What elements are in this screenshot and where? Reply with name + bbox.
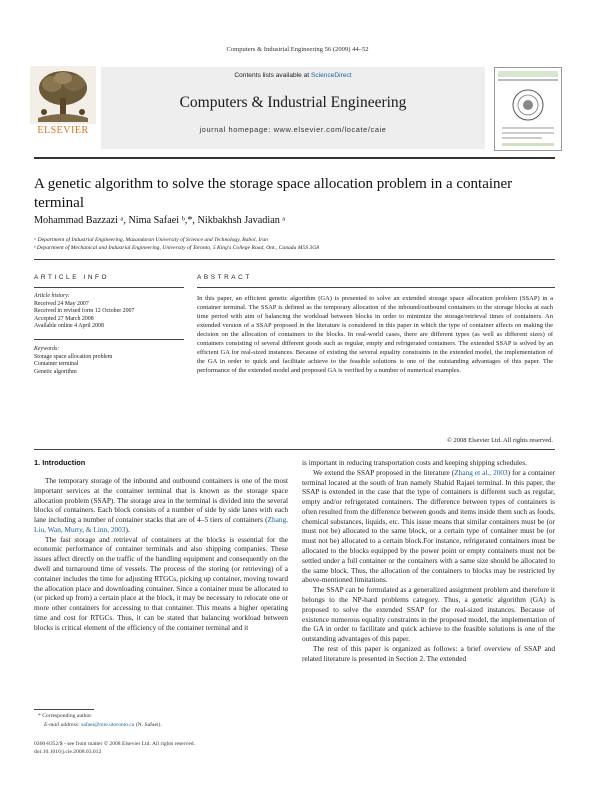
corresponding-author-note: * Corresponding author. [38,713,93,719]
citation-zhang-et-al[interactable]: Zhang et al., 2003 [454,467,508,477]
history-online: Available online 4 April 2008 [34,323,104,330]
affiliation-a: ᵃ Department of Industrial Engineering, Mazandaran University of Science and Technology, Babol, Iran [34,237,268,243]
affiliation-rule [34,259,555,260]
email-line [44,722,162,728]
right-column [302,458,555,663]
header-rule [34,157,555,159]
abstract-rule [197,287,555,288]
footnote-rule [34,709,94,710]
intro-p1-text-b: ). [125,524,130,534]
journal-title: Computers & Industrial Engineering [179,94,407,111]
article-history [34,293,184,331]
intro-paragraph-2-cont: is important in reducing transportation costs and keeping shipping schedules. [302,458,527,467]
email-link[interactable]: safaei@mie.utoronto.ca [81,722,135,728]
intro-paragraph-3 [302,468,555,585]
journal-cover-icon [494,67,562,151]
abstract-heading: ABSTRACT [197,274,252,281]
intro-paragraph-5: The rest of this paper is organized as follows: a brief overview of SSAP and related literature is presented in Section 2. The extended [302,643,555,663]
keyword-item: Genetic algorithm [34,368,77,375]
intro-p3-text-b: ) for a container terminal located at the south of Iran namely Shahid Rajaei terminal. In this paper, the SSAP is extended in the case that the type of containers is different such as regular, empty and/or refrigerated containers. The difference between types of containers is often resulted from the difference between goods and items inside them such as foods, chemical substances, liquids, etc. This issue means that similar containers must be (or must not be) allocated to the same block, or a certain type of container must be (or must not be) allocated to a certain block.For instance, refrigerated containers must be allocated to the blocks equipped by the power point or empty containers must not be settled under a full container or the containers with a same size should be allocated to the same block. Thus, the allocation of the containers to blocks may be restricted by above-mentioned limitations. [302,467,556,585]
history-label: Article history: [34,293,70,299]
email-label: E-mail address: [44,722,82,728]
affiliation-b: ᵇ Department of Mechanical and Industrial Engineering, University of Toronto, 5 King's College Road, Ont., Canada M5S 3G8 [34,245,320,251]
abstract-bottom-rule [34,449,555,450]
keywords-rule [34,339,184,340]
running-head: Computers & Industrial Engineering 56 (2009) 44–52 [226,46,369,53]
keyword-item: Storage space allocation problem [34,353,113,360]
contents-availability [101,72,485,79]
article-info-heading: ARTICLE INFO [34,274,110,281]
left-column [34,476,288,633]
keyword-item: Container terminal [34,361,79,368]
keywords-label: Keywords: [34,346,60,352]
citation-zhang-2003[interactable]: Zhang, Liu, Wan, Murty, & Linn, 2003 [34,515,288,534]
email-suffix: (N. Safaei). [134,722,162,728]
intro-heading: 1. Introduction [34,458,86,467]
abstract-copyright: © 2008 Elsevier Ltd. All rights reserved. [446,437,553,444]
article-title: A genetic algorithm to solve the storage space allocation problem in a container terminal [34,176,513,211]
history-revised: Received in revised form 12 October 2007 [34,308,135,315]
author-list: Mohammad Bazzazi ᵃ, Nima Safaei ᵇ,*, Nikbakhsh Javadian ᵃ [34,215,286,226]
journal-homepage[interactable]: journal homepage: www.elsevier.com/locate/caie [199,125,387,134]
abstract-text: In this paper, an efficient genetic algorithm (GA) is presented to solve an extended storage space allocation problem (SSAP) in a container terminal. The SSAP is defined as the temporary allocation of the inbound/outbound containers to the storage blocks at each time period with aim of balancing the workload between blocks in order to minimize the storage/retrieval times of containers. An extended version of a SSAP proposed in the literature is considered in this paper in which the type of container affects on making the decision on the allocation of containers to the blocks. In real-world cases, there are different types (as well as different sizes) of containers consisting of several different goods such as regular, empty and refrigerated containers. The extended SSAP is solved by an efficient GA for real-sized instances. Because of existing the several equality constraints in the extended model, the implementation of the GA in order to quick and facilitate achieve to the feasible solutions is one of the outstanding advantages of this paper. The performance of the extended model and proposed GA is verified by a number of numerical examples. [197,295,553,374]
doi-line[interactable]: doi:10.1016/j.cie.2008.03.012 [34,749,102,755]
intro-paragraph-4: The SSAP can be formulated as a generalized assignment problem and therefore it belongs to the NP-hard problems category. Thus, a genetic algorithm (GA) is proposed to solve the extended SSAP for the real-sized instances. Because of existence numerous equality constraints in the proposed model, the implementation of the GA in order to facilitate and quick achieve to the feasible solutions is one of the outstanding advantages of this paper. [302,585,555,644]
history-accepted: Accepted 27 March 2008 [34,315,94,322]
keywords [34,346,184,376]
intro-p1-text-a: The temporary storage of the inbound and outbound containers is one of the most important services at the container terminal that is known as the storage space allocation problem (SSAP). The storage area in the terminal is divided into the several blocks of containers. Each block consists of a number of side by side lanes with each lane including a number of container stacks that are of 4–5 tiers of containers ( [34,476,288,525]
intro-p3-text-a: We extend the SSAP proposed in the literature ( [313,467,455,477]
intro-paragraph-1 [34,476,288,535]
contents-prefix: Contents lists available at [234,72,311,79]
journal-header-band [101,67,485,149]
history-received: Received 24 May 2007 [34,300,89,307]
publisher-name: ELSEVIER [37,125,89,136]
intro-paragraph-2: The fast storage and retrieval of containers at the blocks is essential for the economic performance of container terminals and also shipping companies. These issues affect directly on the traffic of the handling equipment and consequently on the dwell and turnaround time of vessels. The process of the storing (or retrieving) of a container includes the time for adjusting RTGCs, picking up container, moving toward the allocation place and downloading container. Since a container must be allocated to (or picked up from) a certain place at the block, it may be necessary to relocate one or more other containers for accessing to that container. This means a higher operating time and cost for RTGCs. Thus, it can be stated that balancing workload between blocks is critical element of the efficiency of the container terminal and it [34,534,288,632]
article-info-rule [34,287,184,288]
sciencedirect-link[interactable]: ScienceDirect [310,72,352,79]
issn-line: 0360-8352/$ - see front matter © 2008 Elsevier Ltd. All rights reserved. [34,741,195,747]
